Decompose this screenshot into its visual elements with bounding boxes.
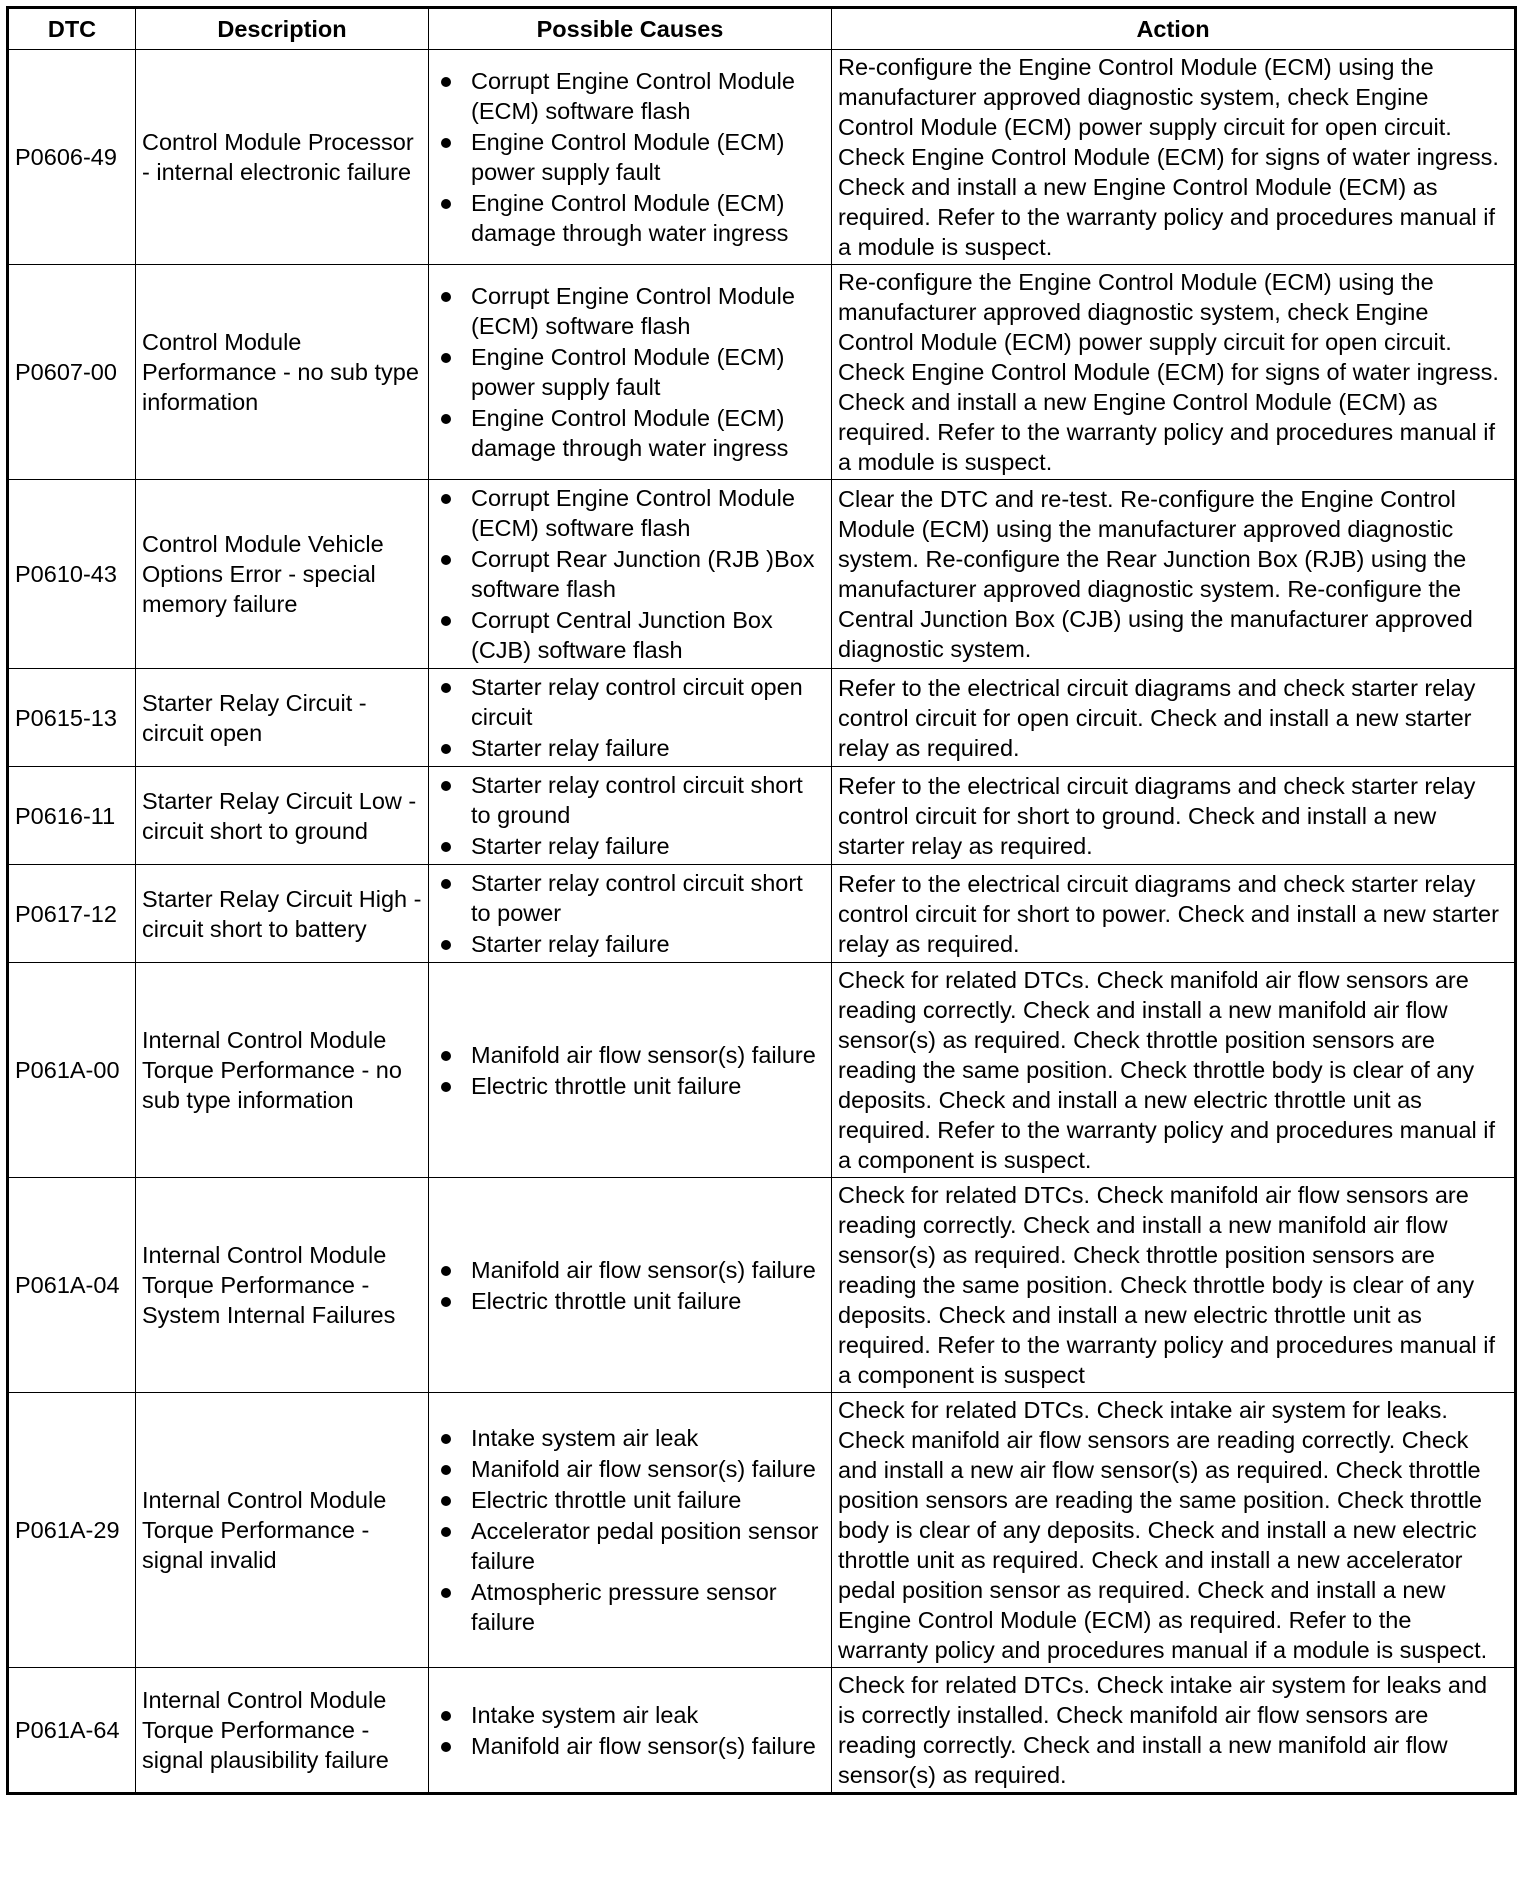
dtc-code: P0606-49 <box>8 50 136 265</box>
possible-causes-cell <box>429 50 832 265</box>
table-row <box>8 865 1516 963</box>
list-item: Corrupt Engine Control Module (ECM) software flash <box>435 281 825 341</box>
possible-causes-cell <box>429 265 832 480</box>
table-row <box>8 669 1516 767</box>
list-item: Manifold air flow sensor(s) failure <box>435 1040 825 1070</box>
list-item: Electric throttle unit failure <box>435 1485 825 1515</box>
table-row <box>8 50 1516 265</box>
possible-causes-list <box>435 66 825 248</box>
action-text: Refer to the electrical circuit diagrams and check starter relay control circuit for short to ground. Check and install a new starter relay as required. <box>832 767 1516 865</box>
dtc-description: Starter Relay Circuit - circuit open <box>136 669 429 767</box>
list-item: Manifold air flow sensor(s) failure <box>435 1731 825 1761</box>
dtc-description: Internal Control Module Torque Performance - System Internal Failures <box>136 1178 429 1393</box>
header-action: Action <box>832 8 1516 50</box>
possible-causes-cell <box>429 1178 832 1393</box>
possible-causes-cell <box>429 963 832 1178</box>
table-row <box>8 767 1516 865</box>
possible-causes-cell <box>429 767 832 865</box>
list-item: Electric throttle unit failure <box>435 1286 825 1316</box>
list-item: Starter relay control circuit open circuit <box>435 672 825 732</box>
list-item: Starter relay control circuit short to ground <box>435 770 825 830</box>
dtc-description: Internal Control Module Torque Performance - signal invalid <box>136 1393 429 1668</box>
list-item: Corrupt Central Junction Box (CJB) software flash <box>435 605 825 665</box>
possible-causes-list <box>435 1423 825 1637</box>
table-row <box>8 1178 1516 1393</box>
list-item: Manifold air flow sensor(s) failure <box>435 1255 825 1285</box>
list-item: Intake system air leak <box>435 1423 825 1453</box>
action-text: Refer to the electrical circuit diagrams and check starter relay control circuit for short to power. Check and install a new starter relay as required. <box>832 865 1516 963</box>
dtc-description: Control Module Processor - internal electronic failure <box>136 50 429 265</box>
list-item: Engine Control Module (ECM) power supply fault <box>435 127 825 187</box>
list-item: Atmospheric pressure sensor failure <box>435 1577 825 1637</box>
list-item: Corrupt Engine Control Module (ECM) software flash <box>435 66 825 126</box>
possible-causes-list <box>435 1700 825 1761</box>
dtc-code: P061A-29 <box>8 1393 136 1668</box>
list-item: Corrupt Rear Junction (RJB )Box software flash <box>435 544 825 604</box>
possible-causes-list <box>435 770 825 861</box>
possible-causes-list <box>435 483 825 665</box>
list-item: Accelerator pedal position sensor failure <box>435 1516 825 1576</box>
list-item: Engine Control Module (ECM) power supply fault <box>435 342 825 402</box>
list-item: Manifold air flow sensor(s) failure <box>435 1454 825 1484</box>
dtc-code: P061A-00 <box>8 963 136 1178</box>
header-description: Description <box>136 8 429 50</box>
list-item: Corrupt Engine Control Module (ECM) software flash <box>435 483 825 543</box>
dtc-code: P0610-43 <box>8 480 136 669</box>
list-item: Starter relay failure <box>435 733 825 763</box>
list-item: Electric throttle unit failure <box>435 1071 825 1101</box>
table-row <box>8 963 1516 1178</box>
possible-causes-list <box>435 1040 825 1101</box>
dtc-description: Control Module Vehicle Options Error - special memory failure <box>136 480 429 669</box>
list-item: Starter relay control circuit short to power <box>435 868 825 928</box>
action-text: Re-configure the Engine Control Module (ECM) using the manufacturer approved diagnostic system, check Engine Control Module (ECM) power supply circuit for open circuit. Check Engine Control Module (ECM) for signs of water ingress. Check and install a new Engine Control Module (ECM) as required. Refer to the warranty policy and procedures manual if a module is suspect. <box>832 50 1516 265</box>
dtc-code: P061A-64 <box>8 1668 136 1794</box>
header-dtc: DTC <box>8 8 136 50</box>
possible-causes-cell <box>429 1393 832 1668</box>
action-text: Check for related DTCs. Check manifold air flow sensors are reading correctly. Check and install a new manifold air flow sensor(s) as required. Check throttle position sensors are reading the same position. Check throttle body is clear of any deposits. Check and install a new electric throttle unit as required. Refer to the warranty policy and procedures manual if a component is suspect <box>832 1178 1516 1393</box>
table-header-row <box>8 8 1516 50</box>
action-text: Clear the DTC and re-test. Re-configure the Engine Control Module (ECM) using the manufacturer approved diagnostic system. Re-configure the Rear Junction Box (RJB) using the manufacturer approved diagnostic system. Re-configure the Central Junction Box (CJB) using the manufacturer approved diagnostic system. <box>832 480 1516 669</box>
table-row <box>8 265 1516 480</box>
dtc-code: P0615-13 <box>8 669 136 767</box>
possible-causes-cell <box>429 865 832 963</box>
list-item: Engine Control Module (ECM) damage through water ingress <box>435 188 825 248</box>
possible-causes-list <box>435 1255 825 1316</box>
dtc-description: Starter Relay Circuit High - circuit short to battery <box>136 865 429 963</box>
possible-causes-list <box>435 672 825 763</box>
table-body <box>8 50 1516 1794</box>
dtc-code: P0616-11 <box>8 767 136 865</box>
dtc-table <box>6 6 1517 1795</box>
action-text: Check for related DTCs. Check manifold air flow sensors are reading correctly. Check and install a new manifold air flow sensor(s) as required. Check throttle position sensors are reading the same position. Check throttle body is clear of any deposits. Check and install a new electric throttle unit as required. Refer to the warranty policy and procedures manual if a component is suspect. <box>832 963 1516 1178</box>
possible-causes-list <box>435 281 825 463</box>
possible-causes-cell <box>429 480 832 669</box>
dtc-description: Control Module Performance - no sub type information <box>136 265 429 480</box>
list-item: Starter relay failure <box>435 929 825 959</box>
dtc-description: Internal Control Module Torque Performance - signal plausibility failure <box>136 1668 429 1794</box>
list-item: Engine Control Module (ECM) damage through water ingress <box>435 403 825 463</box>
dtc-code: P061A-04 <box>8 1178 136 1393</box>
action-text: Refer to the electrical circuit diagrams and check starter relay control circuit for open circuit. Check and install a new starter relay as required. <box>832 669 1516 767</box>
table-row <box>8 480 1516 669</box>
list-item: Intake system air leak <box>435 1700 825 1730</box>
action-text: Re-configure the Engine Control Module (ECM) using the manufacturer approved diagnostic system, check Engine Control Module (ECM) power supply circuit for open circuit. Check Engine Control Module (ECM) for signs of water ingress. Check and install a new Engine Control Module (ECM) as required. Refer to the warranty policy and procedures manual if a module is suspect. <box>832 265 1516 480</box>
dtc-code: P0617-12 <box>8 865 136 963</box>
action-text: Check for related DTCs. Check intake air system for leaks and is correctly installed. Check manifold air flow sensors are reading correctly. Check and install a new manifold air flow sensor(s) as required. <box>832 1668 1516 1794</box>
possible-causes-cell <box>429 669 832 767</box>
dtc-description: Internal Control Module Torque Performance - no sub type information <box>136 963 429 1178</box>
list-item: Starter relay failure <box>435 831 825 861</box>
dtc-description: Starter Relay Circuit Low - circuit short to ground <box>136 767 429 865</box>
table-row <box>8 1668 1516 1794</box>
table-row <box>8 1393 1516 1668</box>
possible-causes-cell <box>429 1668 832 1794</box>
header-possible-causes: Possible Causes <box>429 8 832 50</box>
dtc-code: P0607-00 <box>8 265 136 480</box>
action-text: Check for related DTCs. Check intake air system for leaks. Check manifold air flow sensors are reading correctly. Check and install a new air flow sensor(s) as required. Check throttle position sensors are reading the same position. Check throttle body is clear of any deposits. Check and install a new electric throttle unit as required. Check and install a new accelerator pedal position sensor as required. Check and install a new Engine Control Module (ECM) as required. Refer to the warranty policy and procedures manual if a module is suspect. <box>832 1393 1516 1668</box>
possible-causes-list <box>435 868 825 959</box>
